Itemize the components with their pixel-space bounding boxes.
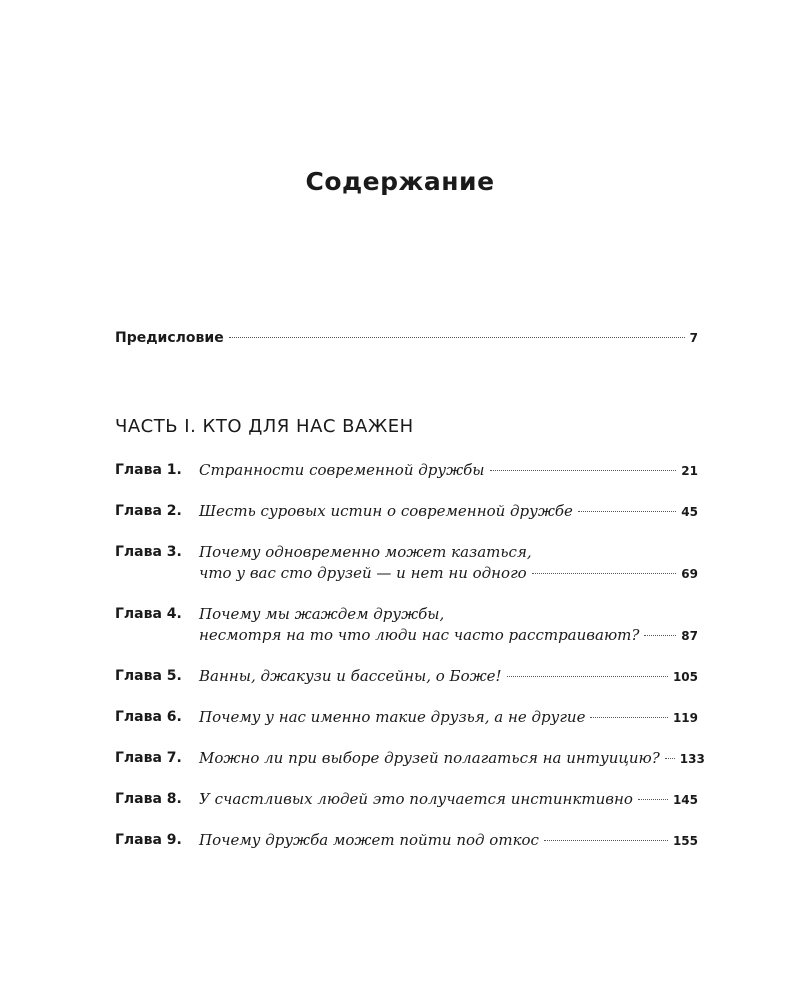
chapter-title: несмотря на то что люди нас часто расстраивают? xyxy=(199,626,640,644)
chapter-title: Почему дружба может пойти под откос xyxy=(199,831,539,849)
page-number: 119 xyxy=(672,711,698,725)
toc-entry-chapter-8[interactable] xyxy=(115,789,698,810)
chapter-label: Глава 1. xyxy=(115,462,182,478)
page-number: 133 xyxy=(679,752,705,766)
chapter-label: Глава 2. xyxy=(115,503,182,519)
chapter-title-line1: Почему мы жаждем дружбы, xyxy=(199,605,445,623)
chapter-title: что у вас сто друзей — и нет ни одного xyxy=(199,564,527,582)
page-number: 105 xyxy=(672,670,698,684)
chapter-label: Глава 6. xyxy=(115,709,182,725)
dot-leader xyxy=(507,676,668,677)
page-number: 45 xyxy=(681,505,698,519)
dot-leader xyxy=(638,799,668,800)
chapter-title: Можно ли при выборе друзей полагаться на интуицию? xyxy=(199,749,660,767)
page-number: 87 xyxy=(681,629,698,643)
chapter-label: Глава 8. xyxy=(115,791,182,807)
chapter-label: Глава 5. xyxy=(115,668,182,684)
chapter-label: Глава 9. xyxy=(115,832,182,848)
toc-entry-chapter-1[interactable] xyxy=(115,460,698,481)
dot-leader xyxy=(229,337,685,338)
toc-entry-chapter-2[interactable] xyxy=(115,501,698,522)
dot-leader xyxy=(665,758,675,759)
dot-leader xyxy=(544,840,668,841)
chapter-title: Странности современной дружбы xyxy=(199,461,485,479)
toc-entry-chapter-6[interactable] xyxy=(115,707,698,728)
chapter-label: Глава 4. xyxy=(115,606,182,622)
dot-leader xyxy=(490,470,677,471)
dot-leader xyxy=(578,511,676,512)
toc-entry-chapter-5[interactable] xyxy=(115,666,698,687)
preface-label: Предисловие xyxy=(115,330,224,346)
toc-entry-chapter-4[interactable] xyxy=(115,604,698,646)
page-number: 155 xyxy=(672,834,698,848)
dot-leader xyxy=(590,717,667,718)
toc-entry-preface[interactable] xyxy=(115,330,698,346)
chapter-label: Глава 3. xyxy=(115,544,182,560)
chapter-title: У счастливых людей это получается инстинктивно xyxy=(199,790,633,808)
page-title: Содержание xyxy=(305,166,495,196)
toc-entry-chapter-3[interactable] xyxy=(115,542,698,584)
chapter-title: Почему у нас именно такие друзья, а не другие xyxy=(199,708,586,726)
toc-entry-chapter-7[interactable] xyxy=(115,748,705,769)
dot-leader xyxy=(532,573,677,574)
chapter-list xyxy=(115,460,705,871)
chapter-title: Шесть суровых истин о современной дружбе xyxy=(199,502,573,520)
chapter-title-line1: Почему одновременно может казаться, xyxy=(199,543,532,561)
dot-leader xyxy=(644,635,676,636)
part-heading: ЧАСТЬ I. КТО ДЛЯ НАС ВАЖЕН xyxy=(115,416,414,437)
page-number: 69 xyxy=(681,567,698,581)
page-number: 7 xyxy=(689,331,698,345)
chapter-label: Глава 7. xyxy=(115,750,182,766)
page-number: 21 xyxy=(681,464,698,478)
chapter-title: Ванны, джакузи и бассейны, о Боже! xyxy=(199,667,502,685)
toc-entry-chapter-9[interactable] xyxy=(115,830,698,851)
page-number: 145 xyxy=(672,793,698,807)
